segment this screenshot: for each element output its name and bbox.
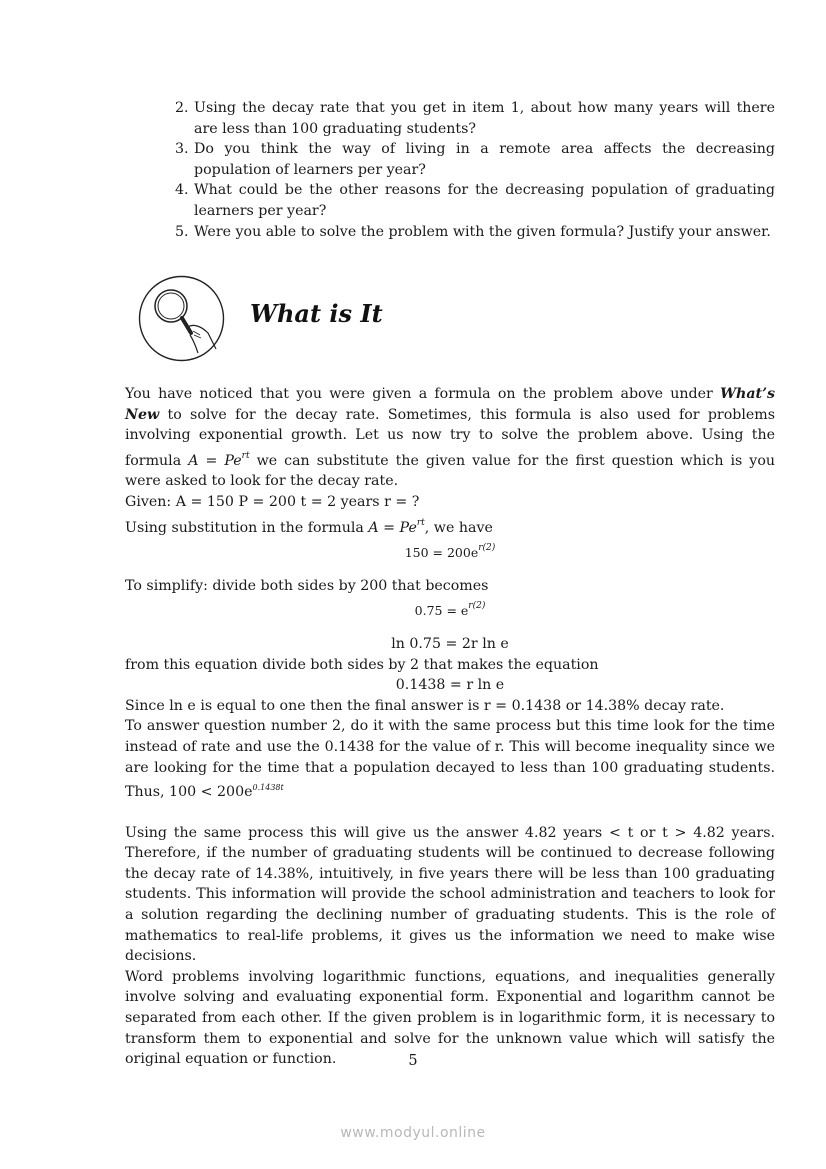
- equation-3: ln 0.75 = 2r ln e: [391, 635, 509, 652]
- equation-base: 0.75 = e: [414, 603, 469, 619]
- substitution-line: [125, 513, 775, 539]
- text-span: we can substitute the given value for the first question which is you were asked to look for the decay rate.: [125, 452, 775, 490]
- item-number: 3.: [175, 141, 189, 158]
- text-span: You have noticed that you were given a formula on the problem above under: [125, 386, 721, 402]
- item-number: 5.: [175, 223, 189, 240]
- since-line: Since ln e is equal to one then the final answer is r = 0.1438 or 14.38% decay rate.: [125, 697, 725, 714]
- answer-paragraph: Using the same process this will give us the answer 4.82 years < t or t > 4.82 years. Therefore, if the number of graduating students will be continued to decrease following the decay rate of 14.38%, intuitively, in five years there will be less than 100 graduating students. This information will provide the school administration and teachers to look for a solution regarding the declining number of graduating students. This is the role of mathematics to real-life problems, it gives us the information we need to make wise decisions.: [125, 824, 775, 965]
- section-title: What is It: [250, 299, 383, 328]
- question-2-paragraph: [125, 716, 775, 802]
- equation-1: [125, 538, 775, 564]
- item-text: Using the decay rate that you get in item 1, about how many years will there are less than 100 graduating students?: [194, 100, 775, 137]
- list-item: [175, 139, 775, 180]
- item-text: Were you able to solve the problem with the given formula? Justify your answer.: [194, 223, 771, 240]
- inequality-exponent: 0.1438t: [252, 783, 284, 793]
- equation-4: 0.1438 = r ln e: [395, 677, 505, 694]
- list-item: [175, 180, 775, 221]
- item-text: Do you think the way of living in a remote area affects the decreasing population of learners per year?: [194, 141, 775, 178]
- formula-exponent: rt: [241, 450, 250, 461]
- page-number: 5: [408, 1053, 418, 1069]
- spacer: [125, 564, 775, 576]
- item-number: 2.: [175, 100, 189, 116]
- spacer: [125, 803, 775, 823]
- divide-line: from this equation divide both sides by 2 that makes the equation: [125, 656, 599, 673]
- text-span: to solve for the decay rate. Sometimes, this formula is also used for problems involving exponential growth. Let us now try to solve the problem above. Using the formula: [125, 406, 775, 469]
- list-item: [175, 98, 775, 139]
- formula: A = Pe: [188, 452, 242, 469]
- simplify-line: To simplify: divide both sides by 200 that becomes: [125, 577, 489, 594]
- equation-2: [125, 596, 775, 622]
- text-span: To answer question number 2, do it with the same process but this time look for the time instead of rate and use the 0.1438 for the value of r. This will become inequality since we are looking for the time that a population decayed to less than 100 graduating students. Thus, 100 < 200e: [125, 718, 775, 801]
- formula: A = Pe: [368, 519, 417, 536]
- spacer: [125, 622, 775, 634]
- item-text: What could be the other reasons for the decreasing population of graduating learners per year?: [194, 182, 775, 219]
- watermark: www.modyul.online: [340, 1125, 486, 1141]
- formula-exponent: rt: [416, 517, 425, 528]
- item-number: 4.: [175, 182, 189, 199]
- magnifying-glass-icon: [138, 275, 225, 362]
- whats-new-reference: What’s New: [125, 386, 775, 423]
- intro-paragraph: [125, 384, 775, 492]
- text-span: Using substitution in the formula: [125, 519, 369, 536]
- equation-base: 150 = 200e: [404, 545, 479, 561]
- equation-exponent: r(2): [468, 601, 486, 612]
- section-header: [138, 275, 538, 363]
- text-span: , we have: [424, 519, 493, 536]
- question-list: [175, 98, 775, 242]
- summary-paragraph: Word problems involving logarithmic functions, equations, and inequalities generally involve solving and evaluating exponential form. Exponential and logarithm cannot be separated from each other. If the given problem is in logarithmic form, it is necessary to transform them to exponential and solve for the unknown value which will satisfy the original equation or function.: [125, 968, 775, 1068]
- list-item: [175, 222, 775, 243]
- main-content: [125, 384, 775, 1070]
- given-line: Given: A = 150 P = 200 t = 2 years r = ?: [125, 493, 420, 510]
- equation-exponent: r(2): [478, 543, 496, 554]
